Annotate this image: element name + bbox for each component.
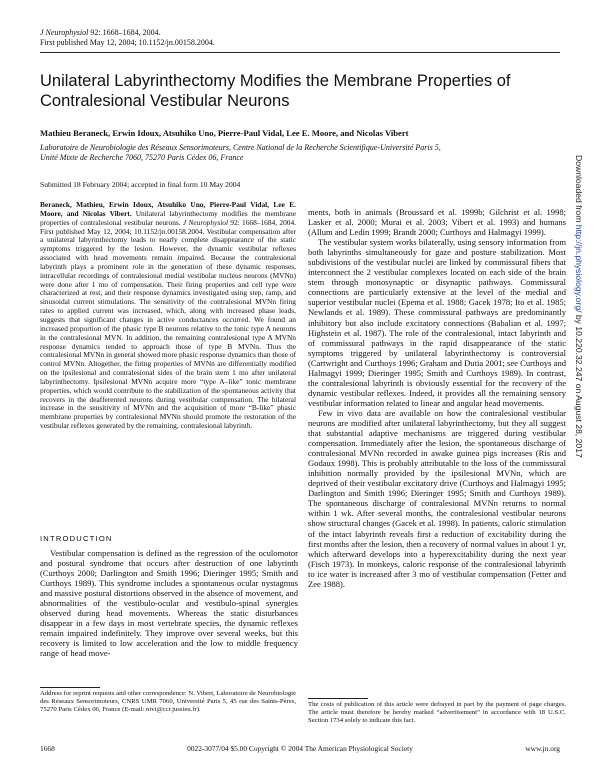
page-number: 1668 (40, 744, 55, 753)
correspondence-footnote: Address for reprint requests and other correspondence: N. Vibert, Laboratoire de Neurobiologie des Réseaux Sensorimoteurs, CNRS UMR 7060, Université Paris 5, 45 rue des Saints-Pères, 75270 Paris Cédex 06, France (E-mail: nivi@ccr.jussieu.fr). (40, 690, 296, 713)
footnote-rule-left (40, 687, 100, 688)
journal-volume-pages: 92: 1668–1684, 2004. (90, 28, 161, 37)
article-title (40, 71, 560, 111)
introduction-heading: INTRODUCTION (40, 534, 113, 543)
abstract-citation-journal: J Neurophysiol (182, 217, 229, 227)
copyright-line: 0022-3077/04 $5.00 Copyright © 2004 The American Physiological Society (187, 744, 413, 753)
affiliation-line-1: Laboratoire de Neurobiologie des Réseaux Sensorimoteurs, Centre National de la Recherche Scientifique-Université Paris 5, (40, 143, 441, 152)
right-paragraph-1: ments, both in animals (Broussard et al. 1999b; Gilchrist et al. 1998; Lasker et al. 2000; Murai et al. 2003; Vibert et al. 1993) and humans (Allum and Ledin 1999; Brandt 2000; Curthoys and Halmagyi 1999). (308, 207, 566, 238)
first-published-line: First published May 12, 2004; 10.1152/jn.00158.2004. (40, 38, 215, 47)
download-watermark-suffix: by 10.220.32.247 on August 28, 2017 (574, 312, 584, 458)
affiliation-line-2: Unité Mixte de Recherche 7060, 75270 Paris Cédex 06, France (40, 153, 244, 162)
abstract-citation-authors: Beraneck, Mathieu, Erwin Idoux, Atsuhiko Uno, Pierre-Paul Vidal, Lee E. Moore, and Nicolas Vibert. (40, 200, 296, 218)
download-watermark (574, 155, 584, 458)
right-paragraph-2: The vestibular system works bilaterally, using sensory information from both labyrinths simultaneously for gaze and posture stabilization. Most subdivisions of the vestibular nuclei are linked by commissural fibers that interconnect the 2 vestibular complexes located on each side of the brain stem through monosynaptic or disynaptic pathways. Commissural connections are particularly extensive at the level of the medial and superior vestibular nuclei (Epema et al. 1988; Gacek 1978; Ito et al. 1985; Newlands et al. 1989). These commissural pathways are predominantly inhibitory but also include excitatory connections (Babalian et al. 1997; Highstein et al. 1987). The role of the contralesional, intact labyrinth and of commissural pathways in the rapid disappearance of the static symptoms triggered by unilateral labyrinthectomy is controversial (Cartwright and Curthoys 1996; Graham and Dutia 2001; see Curthoys and Halmagyi 1999; Dieringer 1995; Smith and Curthoys 1989). In contrast, the contralesional labyrinth is obviously essential for the recovery of the dynamic vestibular reflexes. Indeed, it provides all the remaining sensory vestibular information related to linear and angular head movements. (308, 237, 566, 408)
header-rule (40, 52, 560, 53)
download-watermark-prefix: Downloaded from (574, 155, 584, 225)
title-line-1: Unilateral Labyrinthectomy Modifies the Membrane Properties of (40, 72, 511, 90)
submission-dates: Submitted 18 February 2004; accepted in final form 10 May 2004 (40, 180, 241, 189)
right-column-text (308, 207, 566, 589)
publication-costs-footnote: The costs of publication of this article were defrayed in part by the payment of page charges. The article must therefore be hereby marked “advertisement” in accordance with 18 U.S.C. Section 1734 solely to indicate this fact. (308, 701, 566, 724)
right-paragraph-3: Few in vivo data are available on how the contralesional vestibular neurons are modified after unilateral labyrinthectomy, but they all suggest that substantial adaptive mechanisms are triggered during vestibular compensation. Immediately after the lesion, the spontaneous discharge of contralesional MVNn recorded in awake guinea pigs increases (Ris and Godaux 1998). This is probably attributable to the loss of the commissural inhibition normally provided by the ipsilesional MVNn, which are deprived of their vestibular excitatory drive (Curthoys and Halmagyi 1995; Darlington and Smith 1996; Dieringer 1995; Smith and Curthoys 1989). The spontaneous discharge of contralesional MVNn returns to normal within 1 wk. After several months, the contralesional vestibular neurons show structural changes (Gacek et al. 1998). In patients, caloric stimulation of the intact labyrinth reveals first a reduction of excitability during the first months after the lesion, then a recovery of normal values in about 1 yr, which afterward develops into a hyperexcitability during the next year (Fisch 1973). In monkeys, caloric response of the contralesional labyrinth to ice water is increased after 3 mo of vestibular compensation (Fetter and Zee 1988). (308, 407, 566, 589)
footnote-rule-right (308, 698, 368, 699)
introduction-body (40, 548, 298, 659)
journal-website: www.jn.org (525, 744, 560, 753)
introduction-paragraph: Vestibular compensation is defined as the regression of the oculomotor and postural syndrome that occurs after destruction of one labyrinth (Curthoys 2000; Darlington and Smith 1996; Dieringer 1995; Smith and Curthoys 1989). This syndrome includes a spontaneous ocular nystagmus and massive postural distortions observed in the absence of movement, and abnormalities of the vestibulo-ocular and vestibulo-spinal synergies observed during head movements. Whereas the static disturbances disappear in a few days in most vertebrate species, the dynamic reflexes remain impaired indefinitely. They improve over several weeks, but this recovery is limited to low acceleration and the low to middle frequency range of head move- (40, 548, 298, 659)
download-source-link[interactable]: http://jn.physiology.org/ (574, 224, 584, 313)
title-line-2: Contralesional Vestibular Neurons (40, 92, 290, 110)
journal-name: J Neurophysiol (40, 28, 89, 37)
abstract (40, 201, 296, 431)
affiliation (40, 143, 570, 163)
abstract-citation-details: 92: 1668–1684, 2004. First published May 12, 2004; 10.1152/jn.00158.2004. (40, 217, 296, 236)
author-list: Mathieu Beraneck, Erwin Idoux, Atsuhiko Uno, Pierre-Paul Vidal, Lee E. Moore, and Nicolas Vibert (40, 128, 409, 138)
abstract-citation-title: Unilateral labyrinthectomy modifies the membrane properties of contralesional vestibular neurons. (40, 208, 296, 227)
abstract-text: Vestibular compensation after a unilateral labyrinthectomy leads to nearly complete disappearance of the static symptoms triggered by the lesion. However, the dynamic vestibular reflexes associated with head movements remain impaired. Because the contralesional labyrinth plays a prominent role in the generation of these dynamic responses, intracellular recordings of contralesional medial vestibular nucleus neurons (MVNn) were done after 1 mo of compensation. Their firing properties and cell type were characterized at rest, and their response dynamics investigated using step, ramp, and sinusoidal current stimulations. The sensitivity of the contralesional MVNn firing rates to applied current was increased, which, along with increased phase leads, suggests that significant changes in active conductances occurred. We found an increased proportion of the phasic type B neurons relative to the tonic type A neurons in the contralesional MVN. In addition, the remaining contralesional type A MVNn response dynamics tended to approach those of type B MVNn. Thus the contralesional MVNn in general showed more phasic response dynamics than those of control MVNn. Altogether, the firing properties of MVNn are differentially modified on the ipsilesional and contralesional sides of the brain stem 1 mo after unilateral labyrinthectomy. Ipsilesional MVNn acquire more “type A–like” tonic membrane properties, which would contribute to the stabilization of the spontaneous activity that recovers in the deafferented neurons during vestibular compensation. The bilateral increase in the sensitivity of MVNn and the acquisition of more “B-like” phasic membrane properties by contralesional MVNn should promote the restoration of the vestibular reflexes generated by the remaining, contralesional labyrinth. (40, 226, 296, 431)
journal-header (40, 28, 340, 48)
